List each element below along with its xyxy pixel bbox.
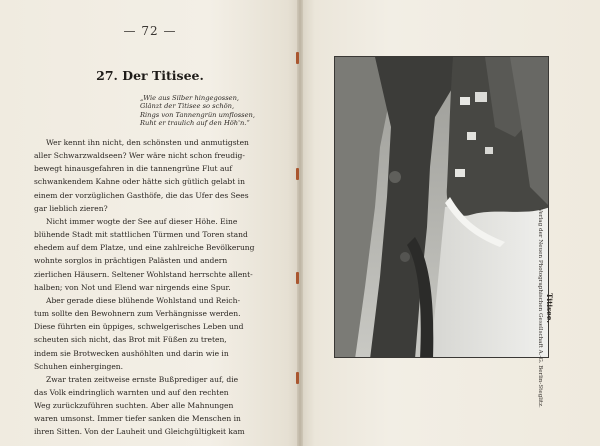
body-line: aller Schwarzwaldseen? Wer wäre nicht schon freudig- [34, 151, 245, 161]
body-line: gar lieblich zieren? [34, 203, 108, 213]
poem-epigraph [140, 94, 290, 128]
binding-stitch [296, 372, 299, 384]
page-number: — 72 — [123, 24, 177, 38]
caption-title: Titisee. [545, 293, 554, 323]
lake-landscape-photograph [334, 56, 549, 358]
body-line: halben; von Not und Elend war nirgends eine Spur. [34, 282, 231, 292]
body-line: wohnte sorglos in prächtigen Palästen und andern [34, 256, 228, 266]
body-text [34, 136, 276, 439]
body-line: das Volk eindringlich warnten und auf den rechten [34, 387, 229, 397]
body-line: tum sollte den Bewohnern zum Verhängnisse werden. [34, 309, 241, 319]
body-line: Aber gerade diese blühende Wohlstand und Reich- [46, 295, 241, 305]
binding-stitch [296, 52, 299, 64]
binding-stitch [296, 272, 299, 284]
body-line: indem sie Brotwecken aushöhlten und darin wie in [34, 348, 229, 358]
body-line: Diese führten ein üppiges, schwelgerisches Leben und [34, 322, 244, 332]
poem-line: Rings von Tannengrün umflossen, [140, 110, 255, 119]
caption-publisher: Verlag der Neuen Photographischen Gesellschaft A.-G. Berlin-Steglitz. [537, 208, 543, 408]
body-line: waren umsonst. Immer tiefer sanken die Menschen in [34, 414, 241, 424]
body-line: zierlichen Häusern. Seltener Wohlstand herrschte allent- [34, 269, 253, 279]
body-line: Schuhen einhergingen. [34, 361, 124, 371]
body-line: bewegt hinausgefahren in die tannengrüne Flut auf [34, 164, 233, 174]
chapter-title: 27. Der Titisee. [96, 68, 204, 83]
body-line: Weg zurückzuführen suchten. Aber alle Mahnungen [34, 401, 234, 411]
body-line: blühende Stadt mit stattlichen Türmen und Toren stand [34, 230, 248, 240]
photograph-icon [335, 57, 549, 358]
poem-line: Ruht er traulich auf den Höh'n.“ [140, 119, 250, 128]
poem-line: „Wie aus Silber hingegossen, [140, 94, 240, 102]
binding-stitch [296, 168, 299, 180]
body-line: ehedem auf dem Platze, und eine zahlreiche Bevölkerung [34, 243, 255, 253]
body-line: Nicht immer wogte der See auf dieser Höhe. Eine [46, 216, 238, 226]
body-line: Zwar traten zeitweise ernste Bußprediger auf, die [46, 374, 239, 384]
body-line: schwankendem Kahne oder hätte sich gütlich gelabt in [34, 177, 245, 187]
poem-line: Glänzt der Titisee so schön, [140, 102, 235, 111]
body-line: einem der vorzüglichen Gasthöfe, die das Ufer des Sees [34, 190, 249, 200]
photo-caption [537, 208, 554, 408]
body-line: ihren Sitten. Von der Lauheit und Gleichgültigkeit kam [34, 427, 245, 437]
body-line: scheuten sich nicht, das Brot mit Füßen zu treten, [34, 335, 227, 345]
body-line: Wer kennt ihn nicht, den schönsten und anmutigsten [46, 138, 249, 147]
